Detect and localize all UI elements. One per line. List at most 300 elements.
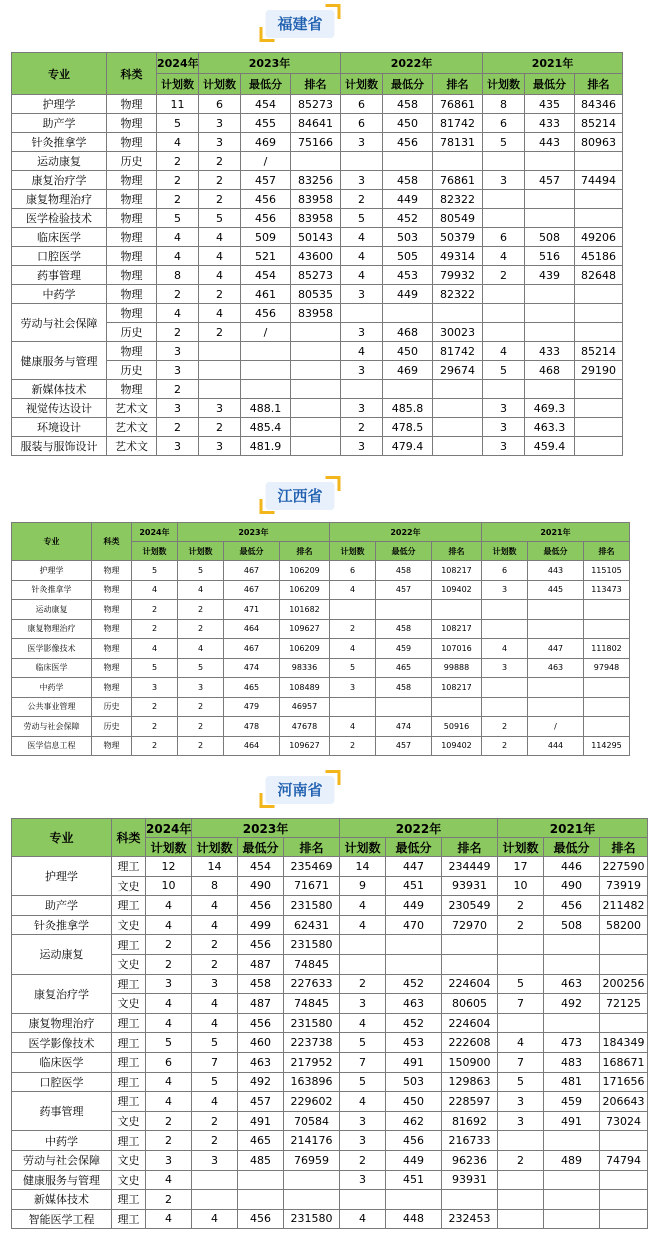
cell-min-2023: [238, 1170, 284, 1190]
cell-major: 中药学: [12, 285, 107, 304]
table-row: [12, 1092, 648, 1112]
cell-min-2021: 508: [544, 915, 600, 935]
cell-rank-2021: [575, 304, 623, 323]
header-2022: 2022年: [341, 53, 483, 74]
cell-min-2021: [544, 1013, 600, 1033]
cell-min-2023: 467: [224, 561, 280, 581]
cell-category: 文史: [112, 876, 146, 896]
cell-min-2022: 452: [386, 974, 442, 994]
cell-rank-2023: 106209: [280, 580, 330, 600]
cell-min-2023: 464: [224, 619, 280, 639]
cell-plan-2024: 2: [132, 736, 178, 756]
table-row: [12, 736, 630, 756]
cell-rank-2022: [433, 152, 483, 171]
cell-min-2022: [383, 380, 433, 399]
cell-rank-2023: 163896: [284, 1072, 340, 1092]
cell-min-2022: 479.4: [383, 437, 433, 456]
cell-rank-2021: [600, 935, 648, 955]
cell-plan-2022: [341, 152, 383, 171]
cell-min-2022: 456: [383, 133, 433, 152]
cell-plan-2024: 4: [146, 896, 192, 916]
cell-plan-2022: 3: [330, 678, 376, 698]
cell-category: 理工: [112, 1190, 146, 1210]
cell-min-2023: 465: [224, 678, 280, 698]
table-row: [12, 190, 623, 209]
cell-rank-2021: 168671: [600, 1052, 648, 1072]
cell-plan-2023: 3: [199, 114, 241, 133]
cell-rank-2021: 111802: [584, 639, 630, 659]
cell-rank-2022: [433, 418, 483, 437]
cell-rank-2023: 47678: [280, 717, 330, 737]
cell-rank-2023: 227633: [284, 974, 340, 994]
cell-rank-2023: 108489: [280, 678, 330, 698]
cell-rank-2021: [600, 954, 648, 974]
cell-min-2022: 458: [376, 561, 432, 581]
cell-rank-2023: 106209: [280, 639, 330, 659]
cell-major: 医学检验技术: [12, 209, 107, 228]
cell-plan-2023: [199, 361, 241, 380]
cell-rank-2021: [584, 678, 630, 698]
cell-major: 临床医学: [12, 1052, 112, 1072]
cell-rank-2023: [291, 342, 341, 361]
cell-min-2023: 456: [238, 1013, 284, 1033]
cell-min-2023: 481.9: [241, 437, 291, 456]
cell-major: 药事管理: [12, 1092, 112, 1131]
cell-plan-2022: 3: [341, 399, 383, 418]
cell-min-2021: 459.4: [525, 437, 575, 456]
cell-plan-2021: 3: [482, 658, 528, 678]
cell-plan-2022: 4: [340, 1209, 386, 1229]
header-min-2021: 最低分: [528, 542, 584, 561]
cell-plan-2021: [498, 935, 544, 955]
header-plan-2022: 计划数: [330, 542, 376, 561]
cell-min-2022: 449: [383, 190, 433, 209]
header-2021: 2021年: [482, 523, 630, 542]
cell-category: 物理: [107, 114, 157, 133]
cell-min-2022: [376, 600, 432, 620]
cell-min-2022: 462: [386, 1111, 442, 1131]
cell-plan-2021: 2: [483, 266, 525, 285]
cell-min-2021: 463: [528, 658, 584, 678]
table-row: [12, 152, 623, 171]
cell-plan-2023: 3: [192, 1150, 238, 1170]
header-min-2021: 最低分: [525, 74, 575, 95]
cell-min-2022: 463: [386, 994, 442, 1014]
table-row: [12, 1150, 648, 1170]
table-row: [12, 639, 630, 659]
cell-min-2021: [544, 1170, 600, 1190]
cell-category: 理工: [112, 1092, 146, 1112]
cell-min-2023: 491: [238, 1111, 284, 1131]
cell-rank-2022: [442, 1190, 498, 1210]
table-row: [12, 1131, 648, 1151]
cell-plan-2022: [340, 935, 386, 955]
header-min-2022: 最低分: [386, 838, 442, 857]
cell-plan-2022: 9: [340, 876, 386, 896]
cell-major: 康复物理治疗: [12, 190, 107, 209]
cell-category: 物理: [107, 171, 157, 190]
header-plan-2021: 计划数: [483, 74, 525, 95]
cell-min-2023: 485.4: [241, 418, 291, 437]
header-rank-2021: 排名: [575, 74, 623, 95]
cell-min-2022: 450: [383, 114, 433, 133]
table-row: [12, 658, 630, 678]
cell-plan-2021: [483, 304, 525, 323]
cell-plan-2021: 2: [482, 736, 528, 756]
cell-plan-2022: [341, 304, 383, 323]
cell-min-2022: 505: [383, 247, 433, 266]
cell-min-2023: 492: [238, 1072, 284, 1092]
header-major: 专业: [12, 53, 107, 95]
cell-major: 劳动与社会保障: [12, 304, 107, 342]
cell-plan-2022: 5: [330, 658, 376, 678]
cell-plan-2023: 4: [199, 228, 241, 247]
cell-rank-2023: [284, 1170, 340, 1190]
jiangxi-title: 江西省: [265, 482, 334, 510]
cell-category: 物理: [107, 209, 157, 228]
cell-category: 物理: [107, 247, 157, 266]
cell-plan-2024: 3: [146, 974, 192, 994]
cell-plan-2024: 2: [157, 323, 199, 342]
cell-category: 理工: [112, 1052, 146, 1072]
table-row: [12, 266, 623, 285]
fujian-table: [11, 52, 623, 456]
cell-rank-2022: 150900: [442, 1052, 498, 1072]
table-row: [12, 399, 623, 418]
cell-rank-2021: 206643: [600, 1092, 648, 1112]
cell-rank-2023: [291, 399, 341, 418]
cell-rank-2021: 97948: [584, 658, 630, 678]
header-category: 科类: [107, 53, 157, 95]
cell-min-2021: 463: [544, 974, 600, 994]
cell-plan-2021: [483, 190, 525, 209]
cell-plan-2021: 3: [498, 1092, 544, 1112]
cell-min-2023: 509: [241, 228, 291, 247]
header-min-2023: 最低分: [238, 838, 284, 857]
cell-plan-2021: 7: [498, 1052, 544, 1072]
header-rank-2023: 排名: [291, 74, 341, 95]
cell-rank-2021: 171656: [600, 1072, 648, 1092]
cell-plan-2024: 2: [146, 954, 192, 974]
cell-major: 公共事业管理: [12, 697, 92, 717]
cell-rank-2023: 231580: [284, 1013, 340, 1033]
cell-major: 中药学: [12, 1131, 112, 1151]
cell-rank-2022: 109402: [432, 736, 482, 756]
cell-min-2021: [528, 678, 584, 698]
cell-rank-2022: [433, 304, 483, 323]
cell-plan-2021: 3: [483, 171, 525, 190]
cell-min-2021: [525, 190, 575, 209]
cell-min-2023: 461: [241, 285, 291, 304]
cell-plan-2023: 2: [199, 152, 241, 171]
cell-major: 健康服务与管理: [12, 342, 107, 380]
header-2023: 2023年: [199, 53, 341, 74]
cell-rank-2021: 74494: [575, 171, 623, 190]
cell-min-2023: 488.1: [241, 399, 291, 418]
cell-rank-2022: 93931: [442, 1170, 498, 1190]
cell-rank-2021: 85214: [575, 114, 623, 133]
cell-plan-2024: 4: [157, 304, 199, 323]
cell-plan-2023: 7: [192, 1052, 238, 1072]
cell-rank-2022: 230549: [442, 896, 498, 916]
cell-min-2021: [525, 304, 575, 323]
cell-min-2021: 446: [544, 857, 600, 877]
table-row: [12, 915, 648, 935]
table-row: [12, 1072, 648, 1092]
cell-plan-2022: [330, 600, 376, 620]
cell-plan-2022: 3: [341, 133, 383, 152]
cell-category: 文史: [112, 1111, 146, 1131]
cell-rank-2021: 29190: [575, 361, 623, 380]
cell-category: 理工: [112, 1131, 146, 1151]
cell-min-2023: 474: [224, 658, 280, 678]
cell-plan-2024: 2: [146, 1131, 192, 1151]
cell-min-2021: 456: [544, 896, 600, 916]
header-rank-2021: 排名: [600, 838, 648, 857]
header-plan-2024: 计划数: [132, 542, 178, 561]
cell-min-2023: 490: [238, 876, 284, 896]
cell-category: 历史: [107, 152, 157, 171]
cell-rank-2022: 80605: [442, 994, 498, 1014]
cell-plan-2022: 6: [341, 95, 383, 114]
cell-major: 服装与服饰设计: [12, 437, 107, 456]
cell-rank-2021: 113473: [584, 580, 630, 600]
cell-min-2022: 465: [376, 658, 432, 678]
table-row: [12, 974, 648, 994]
cell-rank-2023: 109627: [280, 619, 330, 639]
table-row: [12, 1052, 648, 1072]
cell-rank-2023: 101682: [280, 600, 330, 620]
cell-rank-2022: 93931: [442, 876, 498, 896]
cell-rank-2023: 223738: [284, 1033, 340, 1053]
cell-major: 口腔医学: [12, 1072, 112, 1092]
table-row: [12, 171, 623, 190]
cell-plan-2022: 3: [340, 1111, 386, 1131]
table-row: [12, 600, 630, 620]
cell-rank-2021: 82648: [575, 266, 623, 285]
cell-plan-2023: 4: [199, 266, 241, 285]
cell-plan-2022: 3: [341, 285, 383, 304]
henan-title-wrap: [0, 772, 600, 812]
cell-rank-2022: 82322: [433, 190, 483, 209]
cell-plan-2021: 4: [483, 342, 525, 361]
cell-min-2023: 456: [238, 1209, 284, 1229]
cell-min-2022: 448: [386, 1209, 442, 1229]
cell-plan-2023: 2: [199, 323, 241, 342]
cell-plan-2024: 4: [157, 228, 199, 247]
cell-min-2021: 445: [528, 580, 584, 600]
cell-plan-2024: 8: [157, 266, 199, 285]
cell-plan-2023: 2: [192, 1111, 238, 1131]
cell-rank-2021: [600, 1190, 648, 1210]
table-row: [12, 857, 648, 877]
cell-category: 理工: [112, 935, 146, 955]
table-row: [12, 678, 630, 698]
cell-rank-2023: 231580: [284, 1209, 340, 1229]
cell-plan-2021: [498, 1013, 544, 1033]
cell-rank-2021: [575, 380, 623, 399]
cell-category: 理工: [112, 1209, 146, 1229]
cell-min-2022: 503: [386, 1072, 442, 1092]
cell-min-2021: [544, 1190, 600, 1210]
cell-min-2021: [525, 209, 575, 228]
cell-min-2021: 443: [525, 133, 575, 152]
cell-min-2022: 478.5: [383, 418, 433, 437]
cell-rank-2022: 78131: [433, 133, 483, 152]
header-min-2022: 最低分: [376, 542, 432, 561]
cell-min-2021: [525, 380, 575, 399]
cell-plan-2023: 2: [178, 717, 224, 737]
cell-plan-2023: 2: [192, 954, 238, 974]
cell-major: 新媒体技术: [12, 380, 107, 399]
cell-category: 物理: [92, 678, 132, 698]
cell-major: 运动康复: [12, 600, 92, 620]
cell-plan-2022: 2: [330, 619, 376, 639]
cell-min-2021: 483: [544, 1052, 600, 1072]
cell-min-2023: 457: [238, 1092, 284, 1112]
cell-min-2023: 456: [241, 190, 291, 209]
cell-min-2021: 508: [525, 228, 575, 247]
cell-major: 针灸推拿学: [12, 133, 107, 152]
cell-plan-2024: 2: [157, 285, 199, 304]
cell-min-2022: 451: [386, 876, 442, 896]
cell-min-2023: 499: [238, 915, 284, 935]
cell-rank-2023: 83958: [291, 209, 341, 228]
table-row: [12, 561, 630, 581]
cell-plan-2024: 12: [146, 857, 192, 877]
cell-plan-2023: 2: [199, 285, 241, 304]
cell-rank-2023: 84641: [291, 114, 341, 133]
cell-min-2022: 456: [386, 1131, 442, 1151]
header-2023: 2023年: [192, 819, 340, 838]
cell-plan-2021: [498, 1131, 544, 1151]
cell-category: 物理: [92, 658, 132, 678]
cell-plan-2023: [199, 380, 241, 399]
table-row: [12, 209, 623, 228]
cell-rank-2021: [600, 1170, 648, 1190]
cell-major: 医学信息工程: [12, 736, 92, 756]
cell-plan-2024: 11: [157, 95, 199, 114]
cell-plan-2022: 6: [330, 561, 376, 581]
cell-rank-2023: 83958: [291, 190, 341, 209]
cell-plan-2021: 2: [498, 915, 544, 935]
cell-category: 艺术文: [107, 437, 157, 456]
cell-min-2021: 447: [528, 639, 584, 659]
table-row: [12, 1013, 648, 1033]
cell-rank-2023: 98336: [280, 658, 330, 678]
cell-min-2023: 463: [238, 1052, 284, 1072]
cell-plan-2022: [330, 697, 376, 717]
header-plan-2021: 计划数: [498, 838, 544, 857]
table-row: [12, 580, 630, 600]
cell-plan-2021: [498, 954, 544, 974]
cell-plan-2024: 5: [132, 561, 178, 581]
cell-plan-2022: 4: [330, 580, 376, 600]
cell-category: 理工: [112, 1013, 146, 1033]
cell-plan-2024: 2: [157, 380, 199, 399]
cell-min-2022: 469: [383, 361, 433, 380]
cell-min-2023: /: [241, 323, 291, 342]
cell-min-2021: 457: [525, 171, 575, 190]
cell-rank-2023: [291, 380, 341, 399]
header-plan-2022: 计划数: [340, 838, 386, 857]
table-row: [12, 1209, 648, 1229]
cell-min-2021: [525, 285, 575, 304]
cell-rank-2023: 70584: [284, 1111, 340, 1131]
cell-rank-2021: 85214: [575, 342, 623, 361]
cell-rank-2022: 228597: [442, 1092, 498, 1112]
cell-min-2021: 492: [544, 994, 600, 1014]
cell-plan-2021: 5: [483, 133, 525, 152]
cell-rank-2021: [575, 399, 623, 418]
cell-min-2022: [386, 954, 442, 974]
header-2024: 2024年: [132, 523, 178, 542]
cell-plan-2021: 7: [498, 994, 544, 1014]
cell-rank-2021: 227590: [600, 857, 648, 877]
cell-min-2021: 443: [528, 561, 584, 581]
header-category: 科类: [112, 819, 146, 857]
cell-plan-2022: 3: [341, 323, 383, 342]
cell-min-2023: 456: [241, 304, 291, 323]
cell-plan-2024: 4: [132, 639, 178, 659]
cell-plan-2024: 2: [146, 1190, 192, 1210]
cell-plan-2021: [498, 1209, 544, 1229]
cell-major: 运动康复: [12, 152, 107, 171]
cell-major: 针灸推拿学: [12, 580, 92, 600]
cell-rank-2023: 85273: [291, 95, 341, 114]
cell-rank-2023: 217952: [284, 1052, 340, 1072]
cell-plan-2023: 3: [192, 974, 238, 994]
cell-plan-2024: 2: [146, 1111, 192, 1131]
cell-rank-2021: 114295: [584, 736, 630, 756]
cell-plan-2021: 10: [498, 876, 544, 896]
cell-min-2022: 458: [383, 95, 433, 114]
cell-rank-2023: 214176: [284, 1131, 340, 1151]
cell-plan-2021: 2: [482, 717, 528, 737]
cell-rank-2021: 200256: [600, 974, 648, 994]
cell-rank-2021: [584, 600, 630, 620]
cell-rank-2023: 229602: [284, 1092, 340, 1112]
cell-plan-2021: 2: [498, 896, 544, 916]
table-row: [12, 95, 623, 114]
cell-min-2021: 473: [544, 1033, 600, 1053]
cell-plan-2022: 3: [341, 171, 383, 190]
cell-major: 中药学: [12, 678, 92, 698]
cell-min-2023: [241, 361, 291, 380]
cell-rank-2022: 50379: [433, 228, 483, 247]
cell-min-2021: 516: [525, 247, 575, 266]
cell-plan-2022: 3: [341, 361, 383, 380]
table-row: [12, 304, 623, 323]
cell-rank-2021: [600, 1013, 648, 1033]
table-row: [12, 228, 623, 247]
header-rank-2021: 排名: [584, 542, 630, 561]
header-2024: 2024年: [146, 819, 192, 838]
cell-category: 物理: [92, 600, 132, 620]
cell-min-2023: 465: [238, 1131, 284, 1151]
cell-plan-2024: 4: [146, 1209, 192, 1229]
cell-major: 护理学: [12, 857, 112, 896]
cell-rank-2021: [584, 697, 630, 717]
cell-plan-2022: 5: [340, 1072, 386, 1092]
header-2021: 2021年: [498, 819, 648, 838]
cell-category: 物理: [107, 342, 157, 361]
table-row: [12, 285, 623, 304]
cell-plan-2024: 3: [146, 1150, 192, 1170]
henan-table: [11, 818, 648, 1229]
cell-major: 环境设计: [12, 418, 107, 437]
cell-plan-2021: [483, 323, 525, 342]
